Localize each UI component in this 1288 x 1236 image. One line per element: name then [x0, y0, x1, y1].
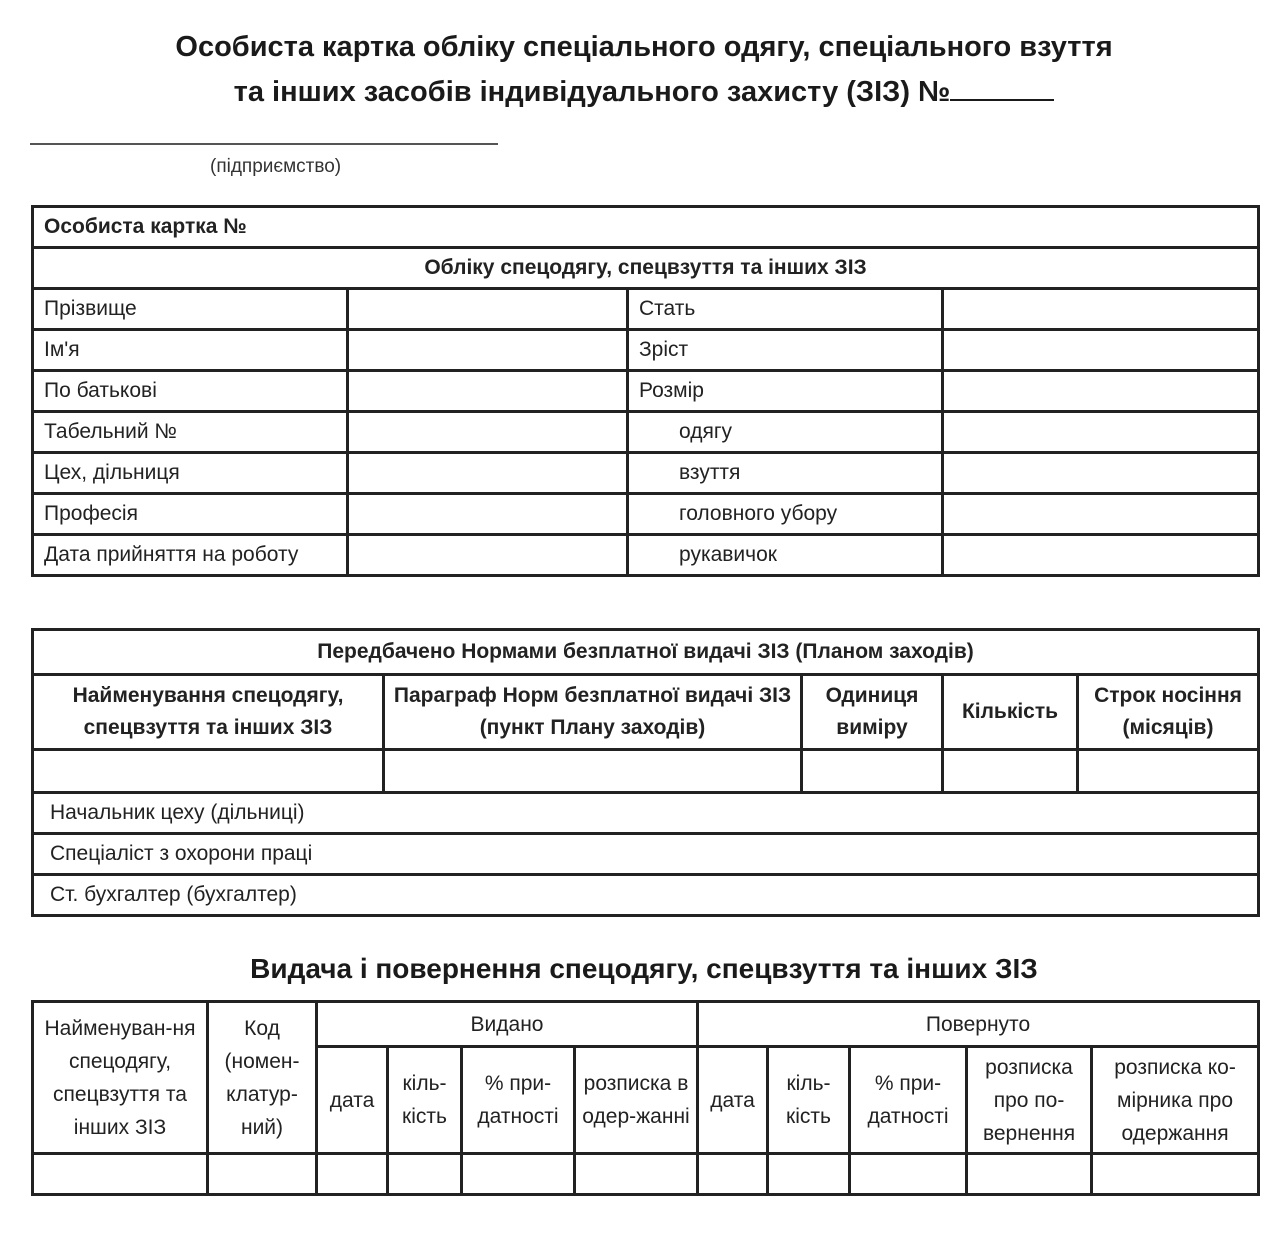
cell-storekeeper-receipt[interactable] — [1092, 1154, 1259, 1195]
label-patronymic: По батькові — [33, 371, 348, 412]
signature-accountant[interactable]: Ст. бухгалтер (бухгалтер) — [33, 875, 1259, 916]
enterprise-caption: (підприємство) — [210, 156, 342, 177]
norms-table — [31, 628, 1260, 917]
title-line-1: Особиста картка обліку спеціального одягу, спеціального взуття — [175, 31, 1113, 63]
cell-quantity[interactable] — [943, 750, 1078, 793]
label-sex: Стать — [628, 289, 943, 330]
col-issued-quantity: кіль-кість — [388, 1047, 462, 1154]
card-subtitle: Обліку спецодягу, спецвзуття та інших ЗІЗ — [33, 248, 1259, 289]
cell-returned-fitness[interactable] — [850, 1154, 967, 1195]
field-size[interactable] — [943, 371, 1259, 412]
cell-code[interactable] — [208, 1154, 317, 1195]
col-returned-quantity: кіль-кість — [768, 1047, 850, 1154]
issuance-table — [31, 1000, 1260, 1196]
cell-issued-receipt[interactable] — [575, 1154, 698, 1195]
enterprise-line[interactable] — [30, 143, 498, 145]
col-quantity: Кількість — [943, 675, 1078, 750]
field-clothing-size[interactable] — [943, 412, 1259, 453]
issuance-title: Видача і повернення спецодягу, спецвзуття та інших ЗІЗ — [250, 953, 1038, 984]
col-item-name: Найменування спецодягу, спецвзуття та інших ЗІЗ — [33, 675, 384, 750]
label-surname: Прізвище — [33, 289, 348, 330]
col-unit: Одиниця виміру — [802, 675, 943, 750]
label-profession: Професія — [33, 494, 348, 535]
label-height: Зріст — [628, 330, 943, 371]
label-glove-size: рукавичок — [628, 535, 943, 576]
group-issued: Видано — [317, 1002, 698, 1047]
personal-card-table — [31, 205, 1260, 577]
cell-item-name[interactable] — [33, 750, 384, 793]
field-height[interactable] — [943, 330, 1259, 371]
signature-workshop-head[interactable]: Начальник цеху (дільниці) — [33, 793, 1259, 834]
cell-issued-quantity[interactable] — [388, 1154, 462, 1195]
field-personnel-number[interactable] — [348, 412, 628, 453]
field-workshop[interactable] — [348, 453, 628, 494]
label-size: Розмір — [628, 371, 943, 412]
label-shoe-size: взуття — [628, 453, 943, 494]
cell-returned-quantity[interactable] — [768, 1154, 850, 1195]
field-profession[interactable] — [348, 494, 628, 535]
col-storekeeper-receipt: розписка ко-мірника про одержання — [1092, 1047, 1259, 1154]
cell-wear-period[interactable] — [1078, 750, 1259, 793]
label-headwear-size: головного убору — [628, 494, 943, 535]
field-hire-date[interactable] — [348, 535, 628, 576]
cell-unit[interactable] — [802, 750, 943, 793]
signature-safety-specialist[interactable]: Спеціаліст з охорони праці — [33, 834, 1259, 875]
col-returned-fitness: % при-датності — [850, 1047, 967, 1154]
col-return-receipt: розписка про по-вернення — [967, 1047, 1092, 1154]
col-norm-paragraph: Параграф Норм безплатної видачі ЗІЗ (пункт Плану заходів) — [384, 675, 802, 750]
card-number-blank[interactable] — [950, 69, 1054, 101]
cell-return-receipt[interactable] — [967, 1154, 1092, 1195]
col-issued-fitness: % при-датності — [462, 1047, 575, 1154]
title-line-2 — [0, 69, 1288, 114]
document-title — [0, 26, 1288, 114]
label-clothing-size: одягу — [628, 412, 943, 453]
col-code: Код (номен-клатур-ний) — [208, 1002, 317, 1154]
field-patronymic[interactable] — [348, 371, 628, 412]
field-shoe-size[interactable] — [943, 453, 1259, 494]
field-sex[interactable] — [943, 289, 1259, 330]
cell-returned-date[interactable] — [698, 1154, 768, 1195]
label-hire-date: Дата прийняття на роботу — [33, 535, 348, 576]
card-number-label: Особиста картка № — [33, 207, 1259, 248]
norms-title: Передбачено Нормами безплатної видачі ЗІЗ (Планом заходів) — [33, 630, 1259, 675]
cell-issued-fitness[interactable] — [462, 1154, 575, 1195]
title-line-2-text: та інших засобів індивідуального захисту (ЗІЗ) № — [233, 76, 951, 108]
col-issued-receipt: розписка в одер-жанні — [575, 1047, 698, 1154]
cell-norm-paragraph[interactable] — [384, 750, 802, 793]
col-wear-period: Строк носіння (місяців) — [1078, 675, 1259, 750]
label-workshop: Цех, дільниця — [33, 453, 348, 494]
cell-issued-date[interactable] — [317, 1154, 388, 1195]
col-issued-date: дата — [317, 1047, 388, 1154]
field-glove-size[interactable] — [943, 535, 1259, 576]
field-headwear-size[interactable] — [943, 494, 1259, 535]
group-returned: Повернуто — [698, 1002, 1259, 1047]
col-ppe-name: Найменуван-ня спецодягу, спецвзуття та інших ЗІЗ — [33, 1002, 208, 1154]
col-returned-date: дата — [698, 1047, 768, 1154]
label-personnel-number: Табельний № — [33, 412, 348, 453]
cell-ppe-name[interactable] — [33, 1154, 208, 1195]
label-name: Ім'я — [33, 330, 348, 371]
field-name[interactable] — [348, 330, 628, 371]
field-surname[interactable] — [348, 289, 628, 330]
